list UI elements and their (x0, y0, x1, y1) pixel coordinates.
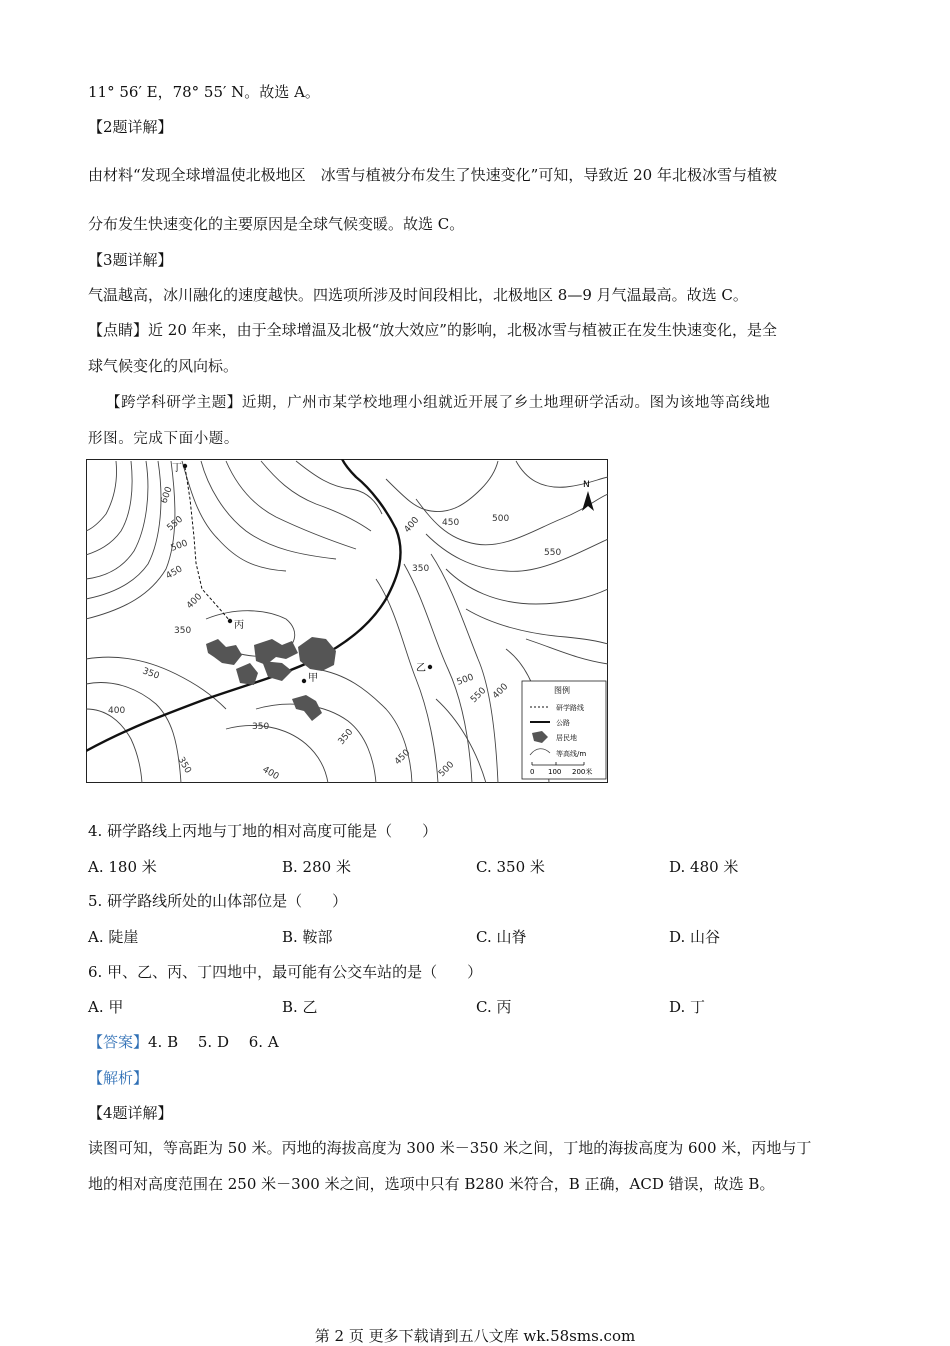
svg-text:450: 450 (164, 564, 185, 582)
text-line: 读图可知，等高距为 50 米。丙地的海拔高度为 300 米－350 米之间，丁地的海拔高度为 600 米，丙地与丁 (88, 1139, 812, 1157)
option-d: D. 山谷 (669, 928, 721, 946)
text-line: 球气候变化的风向标。 (88, 357, 239, 375)
option-a: A. 陡崖 (88, 928, 139, 946)
svg-text:200米: 200米 (572, 768, 593, 776)
answer-line (88, 1032, 279, 1052)
text-line: 分布发生快速变化的主要原因是全球气候变暖。故选 C。 (88, 215, 465, 233)
svg-text:500: 500 (455, 672, 476, 688)
tip-text: 近 20 年来，由于全球增温及北极“放大效应”的影响，北极冰雪与植被正在发生快速变化，是全 (148, 321, 777, 339)
text-line: 地的相对高度范围在 250 米－300 米之间，选项中只有 B280 米符合，B 正确，ACD 错误，故选 B。 (88, 1175, 775, 1193)
svg-text:100: 100 (548, 768, 562, 776)
legend-route: 研学路线 (556, 704, 584, 712)
page-footer: 第 2 页 更多下载请到五八文库 wk.58sms.com (314, 1327, 636, 1345)
legend-road: 公路 (556, 719, 570, 727)
text-line: 气温越高，冰川融化的速度越快。四选项所涉及时间段相比，北极地区 8—9 月气温最高。故选 C。 (88, 286, 748, 304)
svg-text:400: 400 (491, 681, 511, 702)
option-c: C. 山脊 (476, 928, 527, 946)
svg-text:550: 550 (469, 685, 489, 706)
option-a: A. 180 米 (88, 858, 157, 876)
map-legend (522, 681, 606, 779)
svg-text:400: 400 (260, 764, 281, 783)
svg-text:400: 400 (108, 706, 126, 716)
section-heading: 【3题详解】 (88, 251, 173, 269)
text-line: 由材料“发现全球增温使北极地区 冰雪与植被分布发生了快速变化”可知，导致近 20 年北极冰雪与植被 (88, 166, 777, 184)
tip-label: 【点睛】 (88, 321, 149, 339)
answer-text: 4. B 5. D 6. A (148, 1033, 279, 1051)
option-c: C. 丙 (476, 998, 512, 1016)
svg-text:N: N (583, 480, 590, 490)
svg-text:350: 350 (252, 722, 270, 732)
option-b: B. 280 米 (282, 858, 351, 876)
svg-text:350: 350 (174, 626, 192, 636)
place-yi: 乙 (416, 663, 426, 674)
svg-text:0: 0 (530, 768, 535, 776)
question-stem: 5. 研学路线所处的山体部位是（ ） (88, 892, 348, 910)
svg-text:400: 400 (402, 515, 422, 535)
legend-title: 图例 (554, 686, 570, 695)
place-jia: 甲 (308, 673, 318, 684)
svg-text:500: 500 (437, 759, 457, 780)
svg-text:350: 350 (412, 564, 430, 574)
analysis-label: 【解析】 (88, 1069, 149, 1087)
svg-text:500: 500 (492, 514, 510, 524)
legend-settlement: 居民地 (556, 734, 577, 742)
option-d: D. 丁 (669, 998, 706, 1016)
svg-text:450: 450 (442, 518, 460, 528)
option-d: D. 480 米 (669, 858, 739, 876)
option-a: A. 甲 (88, 998, 124, 1016)
intro-line: 形图。完成下面小题。 (88, 431, 239, 447)
option-c: C. 350 米 (476, 858, 545, 876)
place-ding: 丁 (172, 463, 182, 474)
svg-text:350: 350 (175, 755, 193, 776)
text-line (88, 320, 777, 340)
svg-text:550: 550 (544, 548, 562, 558)
section-heading: 【4题详解】 (88, 1104, 173, 1122)
section-heading: 【2题详解】 (88, 118, 173, 136)
option-b: B. 乙 (282, 998, 318, 1016)
svg-text:350: 350 (336, 727, 356, 747)
answer-label: 【答案】 (88, 1033, 149, 1051)
question-stem: 4. 研学路线上丙地与丁地的相对高度可能是（ ） (88, 822, 438, 840)
svg-text:350: 350 (140, 666, 161, 682)
place-bing: 丙 (234, 620, 244, 631)
question-stem: 6. 甲、乙、丙、丁四地中，最可能有公交车站的是（ ） (88, 963, 483, 981)
legend-contour: 等高线/m (556, 750, 587, 758)
intro-line: 【跨学科研学主题】近期，广州市某学校地理小组就近开展了乡土地理研学活动。图为该地等高线地 (106, 395, 771, 411)
svg-text:400: 400 (185, 591, 205, 612)
text-line: 11° 56′ E，78° 55′ N。故选 A。 (88, 83, 320, 101)
svg-text:450: 450 (393, 747, 413, 768)
svg-text:500: 500 (169, 538, 190, 554)
option-b: B. 鞍部 (282, 928, 333, 946)
svg-text:600: 600 (159, 485, 175, 506)
contour-map (86, 459, 608, 783)
svg-text:550: 550 (165, 514, 186, 534)
